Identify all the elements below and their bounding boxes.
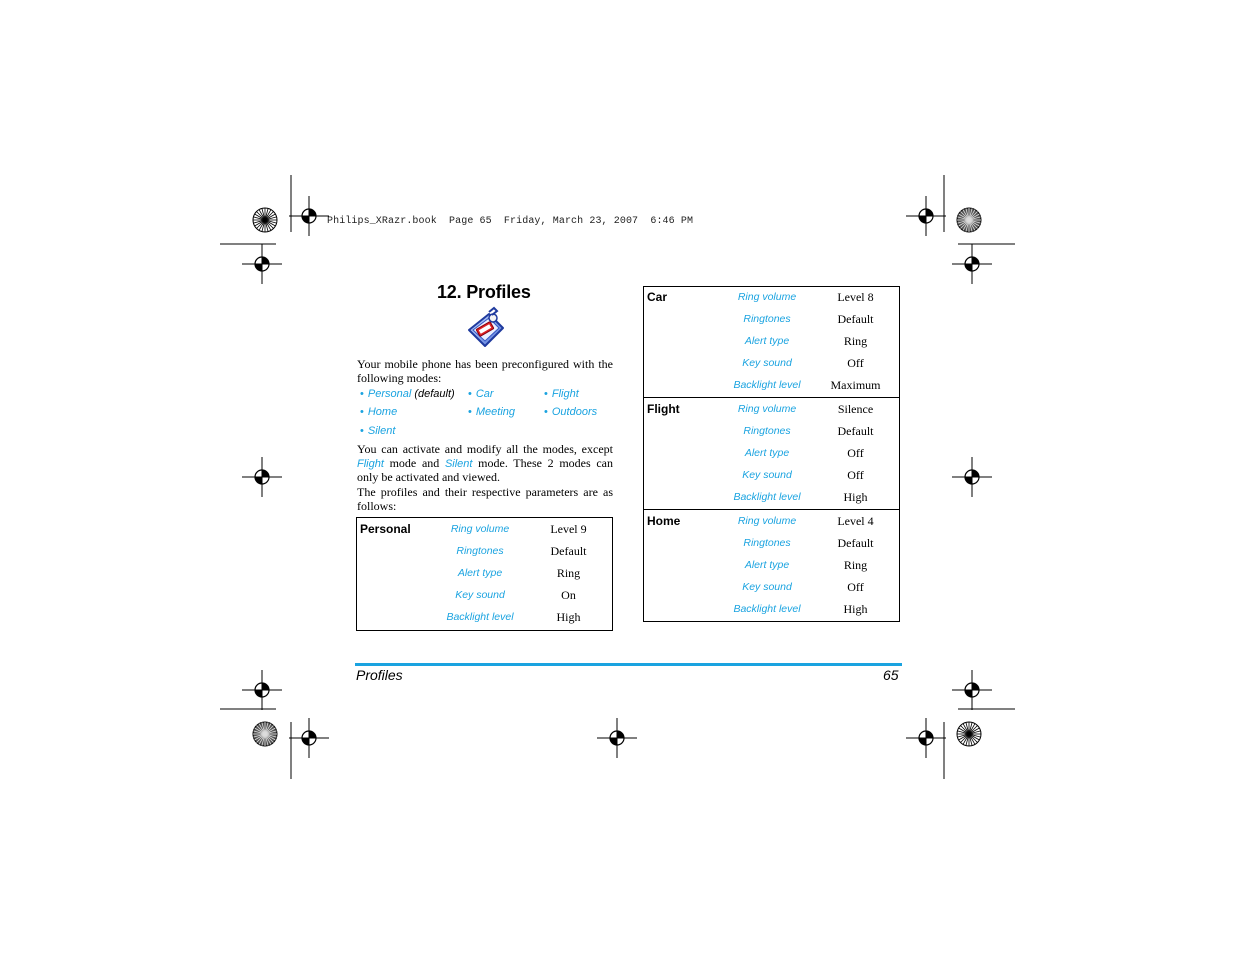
- target-part: [255, 690, 262, 697]
- other-profiles-table: [643, 286, 900, 622]
- param-value: Maximum: [830, 377, 881, 392]
- target-part: [302, 738, 309, 745]
- param-label: Backlight level: [446, 611, 514, 623]
- registration-target: [952, 670, 992, 710]
- target-part: [972, 257, 979, 264]
- home-profile-section: [644, 510, 899, 620]
- mode-name: Outdoors: [551, 406, 598, 418]
- param-label: Key sound: [742, 469, 792, 481]
- param-label: Ring volume: [737, 403, 797, 415]
- registration-target: [289, 718, 329, 758]
- param-value: High: [843, 489, 868, 504]
- target-part: [262, 257, 269, 264]
- param-label: Ring volume: [737, 515, 797, 527]
- target-part: [919, 738, 926, 745]
- param-value: Default: [837, 423, 874, 438]
- target-part: [302, 216, 309, 223]
- param-label: Alert type: [744, 447, 790, 459]
- param-value: Level 9: [550, 521, 587, 536]
- registration-target: [289, 196, 329, 236]
- page-title: 12. Profiles: [437, 282, 531, 302]
- mode-note: (default): [414, 388, 455, 400]
- param-value: Level 8: [837, 289, 874, 304]
- target-part: [255, 477, 262, 484]
- target-part: [255, 264, 262, 271]
- registration-starburst: [253, 208, 277, 232]
- footer-page-number: 65: [883, 667, 899, 683]
- param-value: High: [556, 609, 581, 624]
- mode-bullet-car: • Car: [468, 388, 494, 400]
- param-value: Silence: [837, 401, 874, 416]
- mode-name: Car: [475, 388, 494, 400]
- profiles-icon: [463, 306, 507, 352]
- param-value: High: [843, 601, 868, 616]
- footer-section-name: Profiles: [356, 667, 403, 683]
- mode-name: Silent: [367, 425, 396, 437]
- param-value: Off: [847, 445, 864, 460]
- param-label: Ring volume: [737, 291, 797, 303]
- param-label: Alert type: [744, 559, 790, 571]
- param-value: Level 4: [837, 513, 874, 528]
- registration-starburst: [957, 722, 981, 746]
- registration-target: [597, 718, 637, 758]
- param-value: Off: [847, 467, 864, 482]
- mode-bullet-outdoors: • Outdoors: [544, 406, 598, 418]
- param-value: Default: [837, 311, 874, 326]
- param-value: Off: [847, 355, 864, 370]
- mode-bullet-flight: • Flight: [544, 388, 579, 400]
- table-row: [644, 398, 899, 420]
- registration-target: [242, 244, 282, 284]
- table-row: [644, 510, 899, 532]
- personal-profile-table: [356, 517, 613, 631]
- param-label: Backlight level: [733, 379, 801, 391]
- target-part: [965, 264, 972, 271]
- param-value: Off: [847, 579, 864, 594]
- mode-name: Meeting: [475, 406, 515, 418]
- param-value: Default: [550, 543, 587, 558]
- silent-mode-ref: Silent: [444, 457, 473, 470]
- param-label: Key sound: [455, 589, 505, 601]
- registration-target: [906, 718, 946, 758]
- target-part: [617, 731, 624, 738]
- text-span: mode. These 2 modes can only be activated and viewed.: [357, 455, 613, 484]
- param-label: Alert type: [744, 335, 790, 347]
- registration-starburst: [253, 722, 277, 746]
- param-value: Ring: [556, 565, 581, 580]
- registration-target: [952, 457, 992, 497]
- profile-name: Home: [647, 514, 681, 528]
- target-part: [926, 209, 933, 216]
- param-label: Ringtones: [743, 313, 791, 325]
- param-label: Ringtones: [743, 537, 791, 549]
- param-label: Key sound: [742, 581, 792, 593]
- car-profile-section: [644, 286, 899, 398]
- registration-starburst: [957, 208, 981, 232]
- param-value: On: [561, 587, 576, 602]
- text-span: You can activate and modify all the modes, except: [357, 442, 613, 456]
- mode-name: Home: [367, 406, 398, 418]
- param-label: Ring volume: [450, 523, 510, 535]
- intro-paragraph: Your mobile phone has been preconfigured with the following modes:: [357, 357, 613, 385]
- registration-target: [242, 457, 282, 497]
- restriction-paragraph: [357, 443, 613, 485]
- target-part: [972, 683, 979, 690]
- target-part: [262, 470, 269, 477]
- flight-mode-ref: Flight: [357, 457, 384, 470]
- target-part: [610, 738, 617, 745]
- parameters-intro: The profiles and their respective parameters are as follows:: [357, 485, 613, 513]
- profile-name: Car: [647, 290, 668, 304]
- target-part: [262, 683, 269, 690]
- param-value: Ring: [843, 557, 868, 572]
- param-label: Key sound: [742, 357, 792, 369]
- flight-profile-section: [644, 398, 899, 510]
- param-label: Backlight level: [733, 603, 801, 615]
- target-part: [965, 477, 972, 484]
- target-part: [919, 216, 926, 223]
- mode-name: Personal: [367, 388, 412, 400]
- param-value: Default: [837, 535, 874, 550]
- profile-name: Flight: [647, 402, 680, 416]
- text-span: mode and: [383, 455, 445, 470]
- registration-target: [952, 244, 992, 284]
- target-part: [309, 209, 316, 216]
- mode-bullet-home: • Home: [360, 406, 398, 418]
- footer-rule: [355, 663, 902, 666]
- target-part: [972, 470, 979, 477]
- mode-name: Flight: [551, 388, 579, 400]
- registration-target: [242, 670, 282, 710]
- print-slug: Philips_XRazr.book Page 65 Friday, March 23, 2007 6:46 PM: [327, 216, 694, 227]
- param-label: Alert type: [457, 567, 503, 579]
- target-part: [309, 731, 316, 738]
- target-part: [926, 731, 933, 738]
- mode-bullet-personal: • Personal (default): [360, 388, 455, 400]
- mode-bullet-silent: • Silent: [360, 425, 396, 437]
- param-label: Ringtones: [743, 425, 791, 437]
- param-label: Backlight level: [733, 491, 801, 503]
- target-part: [965, 690, 972, 697]
- profile-name: Personal: [360, 522, 411, 536]
- param-value: Ring: [843, 333, 868, 348]
- table-row: [357, 518, 612, 540]
- mode-bullet-meeting: • Meeting: [468, 406, 515, 418]
- registration-target: [906, 196, 946, 236]
- param-label: Ringtones: [456, 545, 504, 557]
- table-row: [644, 286, 899, 308]
